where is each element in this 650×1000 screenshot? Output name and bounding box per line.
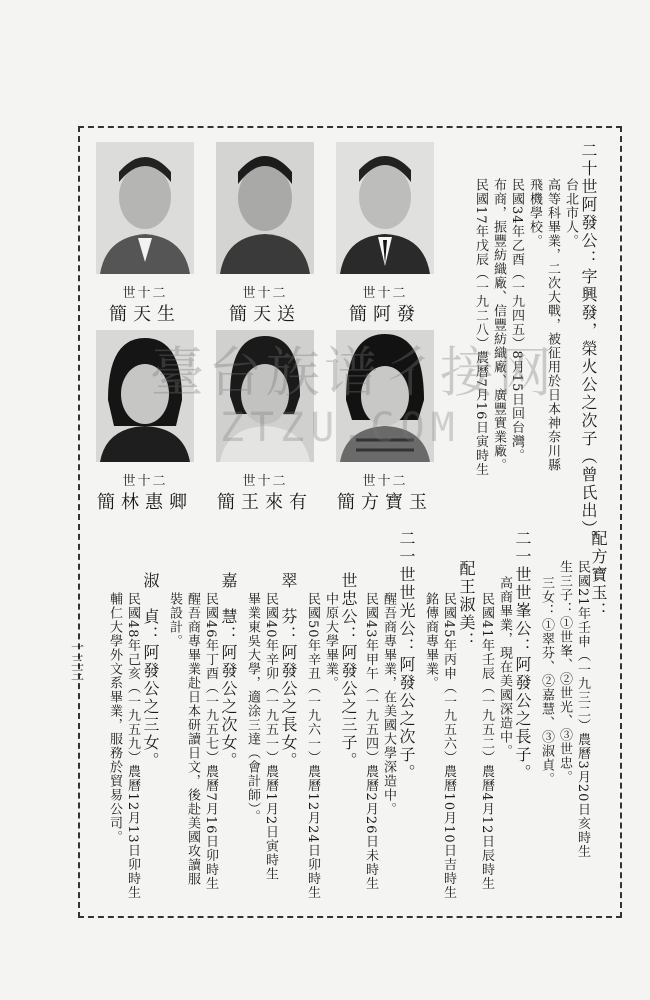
photo-6-generation: 世十二 [362, 474, 408, 489]
entry-afa-heading: 二十世阿發公：字興發，榮火公之次子（曾氏出）。 [579, 142, 598, 548]
entry-shuzhen-line-1: 民國48年己亥（一九五九）農曆12月13日卯時生 [125, 592, 140, 900]
entry-shiguang-line-1: 醒吾商專畢業，在美國大學深造中。 [381, 592, 396, 816]
entry-afa-line-1: 台北市人。 [563, 178, 578, 248]
photo-3-generation: 世十二 [362, 286, 408, 301]
spouse-line-2: 生三子：①世峯、②世光、③世忠。 [557, 560, 572, 784]
entry-jiahui-line-3: 裝設計。 [167, 592, 182, 648]
photo-1-generation: 世十二 [122, 286, 168, 301]
entry-shiguang-heading: 二一世世光公：阿發公之次子。 [397, 530, 416, 782]
entry-cuifen-heading: 翠 芬：阿發公之長女。 [279, 572, 298, 770]
photo-2-name: 簡天送 [229, 304, 301, 325]
entry-jiahui-heading: 嘉 慧：阿發公之次女。 [219, 572, 238, 770]
entry-afa-line-5: 布商，振豐紡織廠、信豐紡織廠、廣豐實業廠。 [491, 178, 506, 472]
spouse2-heading: 配王淑美： [457, 560, 476, 650]
entry-shizhong-line-2: 民國50年辛丑（一九六一）農曆12月24日卯時生 [305, 592, 320, 900]
entry-shifeng-heading: 二一世世峯公：阿發公之長子。 [513, 530, 532, 782]
entry-shifeng-line-2: 民國41年壬辰（一九五二）農曆4月12日辰時生 [479, 592, 494, 891]
spouse2-line-2: 銘傳商專畢業。 [423, 592, 438, 690]
entry-cuifen-line-2: 畢業東吳大學，適涂三達（會計師）。 [245, 592, 260, 824]
photo-4-generation: 世十二 [122, 474, 168, 489]
entry-shuzhen-line-2: 輔仁大學外文系畢業，服務於貿易公司。 [107, 592, 122, 844]
photo-6-name: 簡方寶玉 [337, 492, 433, 513]
photo-3-name: 簡阿發 [349, 304, 421, 325]
entry-afa-line-6: 民國17年戊辰（一九二八）農曆7月16日寅時生 [473, 178, 488, 477]
portrait-photo-2 [216, 142, 314, 274]
portrait-photo-3 [336, 142, 434, 274]
watermark-text: 臺台族谱彳接网 [150, 341, 556, 404]
spouse-line-3: 三女：①翠芬、②嘉慧、③淑貞。 [539, 576, 554, 786]
entry-shuzhen-heading: 淑 貞：阿發公之三女。 [141, 572, 160, 770]
photo-5-generation: 世十二 [242, 474, 288, 489]
photo-2-generation: 世十二 [242, 286, 288, 301]
photo-4-name: 簡林惠卿 [97, 492, 193, 513]
entry-shifeng-line-1: 高商畢業，現在美國深造中。 [497, 576, 512, 758]
entry-jiahui-line-2: 醒吾商專畢業赴日本研讀日文，後赴美國攻讀服 [185, 592, 200, 886]
entry-afa-line-4: 民國34年乙酉（一九四五）8月15日回台灣。 [509, 178, 524, 463]
page-number: 一三三 [68, 640, 83, 682]
spouse-line-1: 民國21年壬申（一九三二）農曆3月20日亥時生 [575, 560, 590, 859]
watermark-url: ZTZU.COM [220, 405, 461, 451]
entry-shiguang-line-2: 民國43年甲午（一九五四）農曆2月26日未時生 [363, 592, 378, 891]
photo-5-name: 簡王來有 [217, 492, 313, 513]
photo-1-name: 簡天生 [109, 304, 181, 325]
spouse2-line-1: 民國45年丙申（一九五六）農曆10月10日吉時生 [441, 592, 456, 900]
entry-shizhong-heading: 世忠公：阿發公之三子。 [339, 572, 358, 770]
entry-jiahui-line-1: 民國46年丁酉（一九五七）農曆7月16日卯時生 [203, 592, 218, 891]
entry-afa-line-2: 高等科畢業，二次大戰，被征用於日本神奈川縣 [545, 178, 560, 472]
spouse-heading: 配方寶玉： [589, 530, 608, 620]
portrait-photo-1 [96, 142, 194, 274]
entry-afa-line-3: 飛機學校。 [527, 178, 542, 248]
entry-cuifen-line-1: 民國40年辛卯（一九五一）農曆1月2日寅時生 [263, 592, 278, 882]
entry-shizhong-line-1: 中原大學畢業。 [323, 592, 338, 690]
